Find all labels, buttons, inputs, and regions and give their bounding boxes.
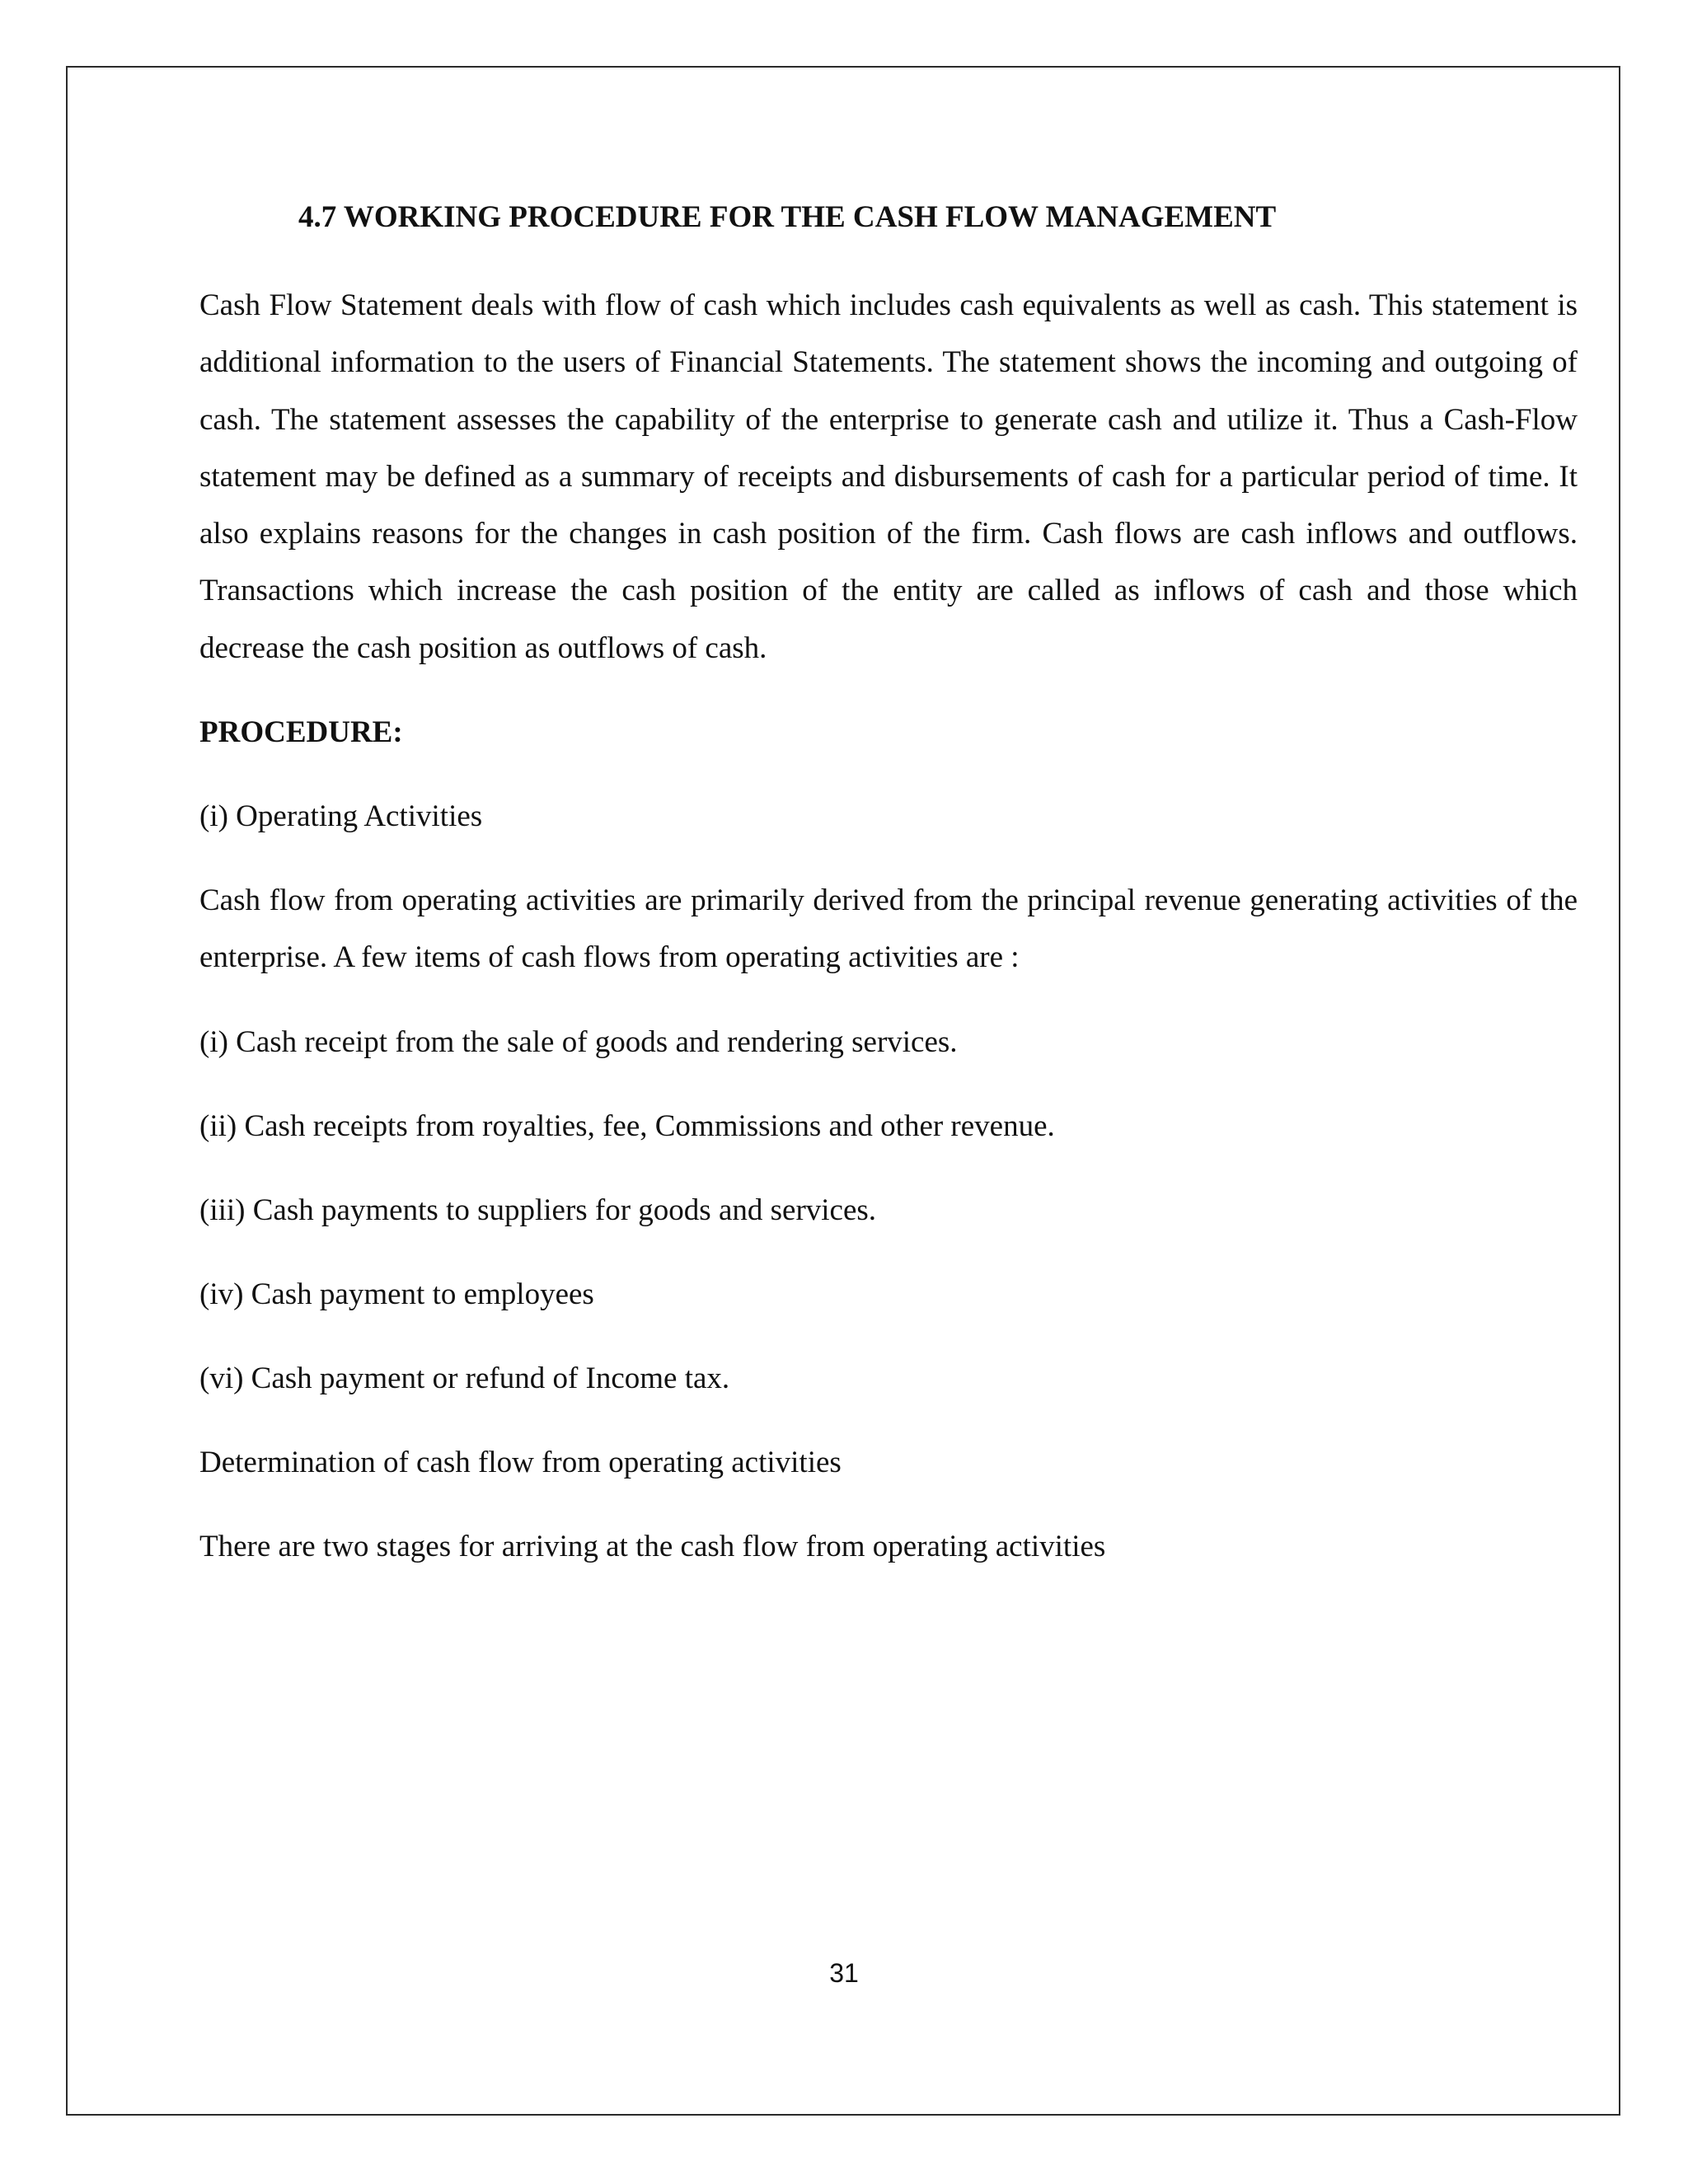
section-heading: 4.7 WORKING PROCEDURE FOR THE CASH FLOW MANAGEMENT — [298, 200, 1277, 234]
list-item: (ii) Cash receipts from royalties, fee, Commissions and other revenue. — [199, 1108, 1055, 1143]
page-content — [199, 194, 1578, 1602]
procedure-label: PROCEDURE: — [199, 715, 403, 750]
determination-line: Determination of cash flow from operating activities — [199, 1445, 842, 1479]
page-number: 31 — [829, 1958, 859, 1988]
list-item: (iii) Cash payments to suppliers for goods and services. — [199, 1193, 877, 1227]
operating-activities-subheading: (i) Operating Activities — [199, 799, 483, 834]
operating-activities-paragraph: Cash flow from operating activities are primarily derived from the principal revenue generating activities of the enterprise. A few items of cash flows from operating activities are : — [199, 883, 1578, 975]
list-item: (vi) Cash payment or refund of Income tax. — [199, 1361, 730, 1395]
intro-paragraph: Cash Flow Statement deals with flow of cash which includes cash equivalents as well as cash. This statement is additional information to the users of Financial Statements. The statement shows the incoming and outgoing of cash. The statement assesses the capability of the enterprise to generate cash and utilize it. Thus a Cash-Flow statement may be defined as a summary of receipts and disbursements of cash for a particular period of time. It also explains reasons for the changes in cash position of the firm. Cash flows are cash inflows and outflows. Transactions which increase the cash position of the entity are called as inflows of cash and those which decrease the cash position as outflows of cash. — [199, 288, 1578, 665]
list-item: (i) Cash receipt from the sale of goods and rendering services. — [199, 1024, 958, 1059]
list-item: (iv) Cash payment to employees — [199, 1277, 594, 1311]
stages-line: There are two stages for arriving at the cash flow from operating activities — [199, 1529, 1106, 1563]
